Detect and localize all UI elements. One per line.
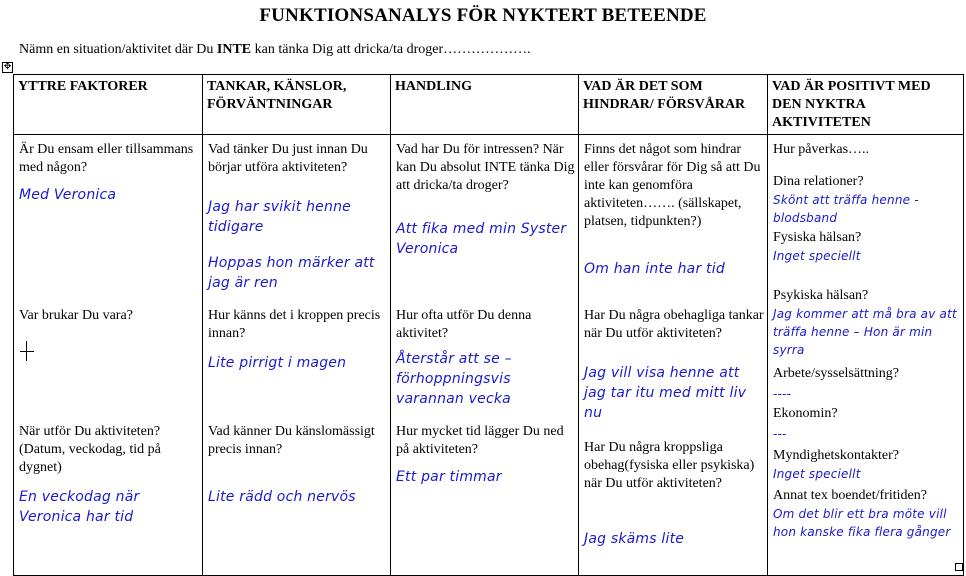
question: Dina relationer? [773, 174, 864, 189]
handwritten-answer: Återstår att se – förhoppningsvis varannan vecka [396, 351, 512, 407]
handwritten-answer: Lite pirrigt i magen [208, 355, 347, 371]
handwritten-answer: Jag skäms lite [584, 531, 685, 547]
header-positivt: VAD ÄR POSITIVT MED DEN NYKTRA AKTIVITETEN [768, 75, 964, 135]
table-resize-handle[interactable] [955, 563, 963, 571]
handwritten-answer: ---- [773, 387, 792, 401]
question: Hur ofta utför Du denna aktivitet? [396, 308, 532, 341]
instruction-text-start: Nämn en situation/aktivitet där Du [19, 42, 217, 57]
instruction-text-end: kan tänka Dig att dricka/ta droger………………. [251, 42, 531, 57]
question: Psykiska hälsan? [773, 288, 869, 303]
handwritten-answer: Jag kommer att må bra av att träffa henne – Hon är min syrra [773, 307, 957, 357]
question: Hur känns det i kroppen precis innan? [208, 308, 381, 341]
handwritten-answer: Med Veronica [19, 187, 117, 203]
document-title: FUNKTIONSANALYS FÖR NYKTERT BETEENDE [259, 5, 707, 26]
handwritten-answer: Om han inte har tid [584, 261, 725, 277]
question: Arbete/sysselsättning? [773, 366, 899, 381]
question: Vad känner Du känslomässigt precis innan? [208, 424, 375, 457]
table-move-handle-icon[interactable]: ✥ [3, 62, 12, 72]
question: Var brukar Du vara? [19, 308, 133, 323]
question: Ekonomin? [773, 406, 838, 421]
question: Finns det något som hindrar eller försvårar för Dig så att Du inte kan genomföra aktiviteten……. (sällskapet, platsen, tidpunkten?) [584, 142, 761, 229]
cell-yttre-faktorer[interactable] [14, 135, 203, 576]
question: Vad har Du för intressen? När kan Du absolut INTE tänka Dig att dricka/ta droger? [396, 142, 575, 193]
question: Har Du några obehagliga tankar när Du utför aktiviteten? [584, 308, 764, 341]
handwritten-answer: Jag har svikit henne tidigare [208, 199, 351, 235]
cell-hindrar[interactable] [579, 135, 768, 576]
header-tankar: TANKAR, KÄNSLOR, FÖRVÄNTNINGAR [203, 75, 391, 135]
question: Är Du ensam eller tillsammans med någon? [19, 142, 194, 175]
table-body-row [14, 135, 964, 576]
handwritten-answer: Lite rädd och nervös [208, 489, 356, 505]
cell-handling[interactable] [391, 135, 579, 576]
question: Annat tex boendet/fritiden? [773, 488, 927, 503]
analysis-table [13, 74, 964, 576]
header-hindrar: VAD ÄR DET SOM HINDRAR/ FÖRSVÅRAR [579, 75, 768, 135]
handwritten-answer: Ett par timmar [396, 469, 502, 485]
header-handling: HANDLING [391, 75, 579, 135]
question: Har Du några kroppsliga obehag(fysiska eller psykiska) när Du utför aktiviteten? [584, 440, 755, 491]
handwritten-answer: Jag vill visa henne att jag tar itu med mitt liv nu [584, 365, 747, 421]
handwritten-answer: En veckodag när Veronica har tid [19, 489, 140, 525]
question: Myndighetskontakter? [773, 448, 899, 463]
question: Hur mycket tid lägger Du ned på aktiviteten? [396, 424, 564, 457]
handwritten-answer: Att fika med min Syster Veronica [396, 221, 567, 257]
handwritten-answer: --- [773, 427, 787, 441]
text-cursor-icon [20, 341, 34, 361]
cell-positivt[interactable] [768, 135, 964, 576]
handwritten-answer: Om det blir ett bra möte vill hon kanske fika flera gånger [773, 507, 951, 539]
handwritten-answer: Inget speciellt [773, 249, 861, 263]
handwritten-answer: Inget speciellt [773, 467, 861, 481]
question: Vad tänker Du just innan Du börjar utföra aktiviteten? [208, 142, 368, 175]
header-yttre-faktorer: YTTRE FAKTORER [14, 75, 203, 135]
table-header-row [14, 75, 964, 135]
instruction-emphasis: INTE [216, 42, 252, 57]
question: När utför Du aktiviteten? (Datum, veckodag, tid på dygnet) [19, 424, 161, 475]
intro-text: Hur påverkas….. [773, 142, 870, 157]
cell-tankar[interactable] [203, 135, 391, 576]
instruction-line [19, 42, 531, 58]
handwritten-answer: Skönt att träffa henne -blodsband [773, 193, 919, 225]
handwritten-answer: Hoppas hon märker att jag är ren [208, 255, 375, 291]
question: Fysiska hälsan? [773, 230, 862, 245]
